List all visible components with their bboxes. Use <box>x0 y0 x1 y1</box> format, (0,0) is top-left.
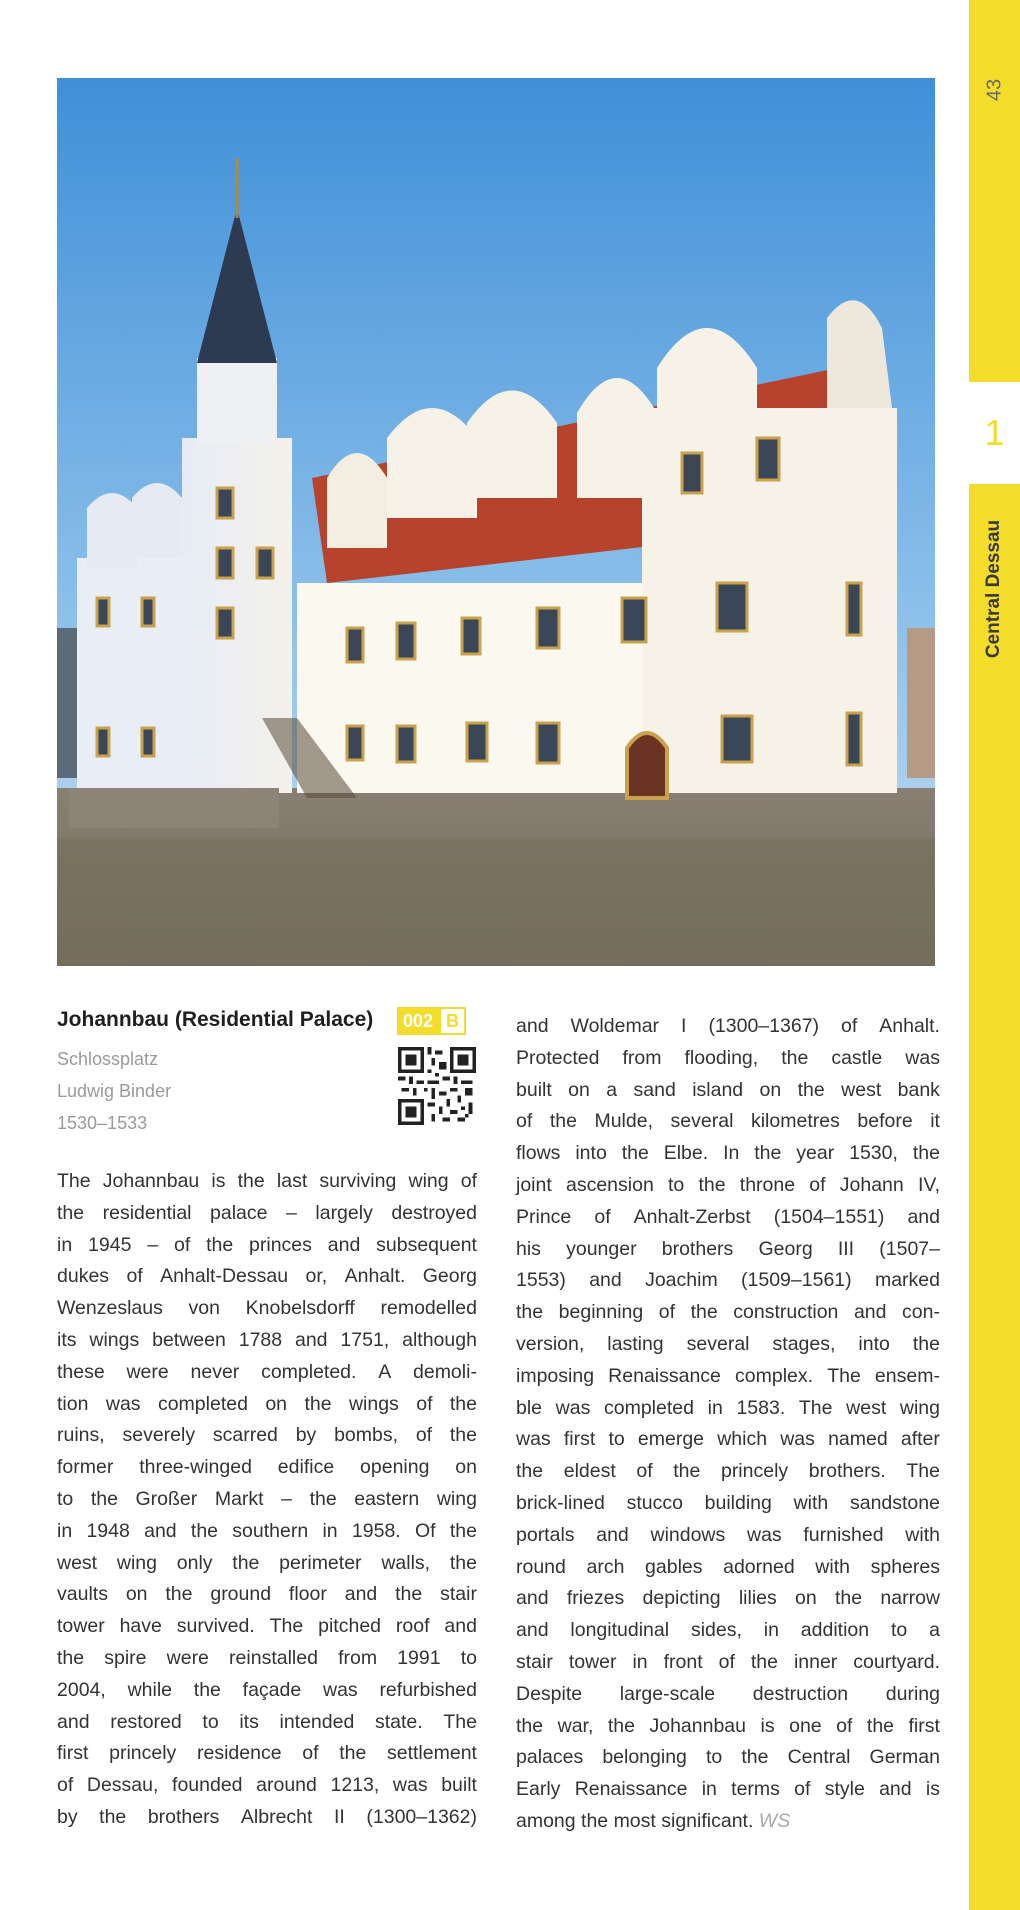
text-line: tion was completed on the wings of the <box>57 1392 477 1415</box>
text-line: 1553) and Joachim (1509–1561) marked <box>516 1269 940 1292</box>
code-letter: B <box>439 1007 466 1035</box>
text-line: round arch gables adorned with spheres <box>516 1555 940 1578</box>
text-line: brick-lined stucco building with sandstone <box>516 1491 940 1514</box>
text-line: Prince of Anhalt-Zerbst (1504–1551) and <box>516 1205 940 1228</box>
section-tab <box>969 484 1020 1910</box>
section-label: Central Dessau <box>983 519 1004 659</box>
text-line: Early Renaissance in terms of style and is <box>516 1778 940 1801</box>
chapter-number: 1 <box>969 382 1020 484</box>
text-line: joint ascension to the throne of Johann IV, <box>516 1173 940 1196</box>
author-initials: WS <box>753 1809 791 1832</box>
text-line: of the Mulde, several kilometres before it <box>516 1110 940 1133</box>
entry-title: Johannbau (Residential Palace) <box>57 1008 374 1031</box>
page-number: 43 <box>983 78 1005 102</box>
text-line: palaces belonging to the Central German <box>516 1746 940 1769</box>
text-line: dukes of Anhalt-Dessau or, Anhalt. Georg <box>57 1265 477 1288</box>
text-line: stair tower in front of the inner courtyard. <box>516 1650 940 1673</box>
text-line: and longitudinal sides, in addition to a <box>516 1619 940 1642</box>
text-line: the war, the Johannbau is one of the first <box>516 1714 940 1737</box>
text-line: and friezes depicting lilies on the narrow <box>516 1587 940 1610</box>
page-tab-top <box>969 0 1020 382</box>
text-line: by the brothers Albrecht II (1300–1362) <box>57 1805 477 1828</box>
text-line: to the Großer Markt – the eastern wing <box>57 1487 477 1510</box>
entry-address: Schlossplatz <box>57 1049 159 1069</box>
text-line: the eldest of the princely brothers. The <box>516 1460 940 1483</box>
text-line: vaults on the ground floor and the stair <box>57 1583 477 1606</box>
text-line: tower have survived. The pitched roof and <box>57 1615 477 1638</box>
entry-architect: Ludwig Binder <box>57 1081 172 1101</box>
location-code-badge <box>397 1007 466 1035</box>
text-line: and Woldemar I (1300–1367) of Anhalt. <box>516 1015 940 1037</box>
text-line: of Dessau, founded around 1213, was built <box>57 1774 477 1797</box>
entry-years: 1530–1533 <box>57 1113 148 1133</box>
text-line: version, lasting several stages, into the <box>516 1332 940 1355</box>
body-text-right <box>516 1011 940 1838</box>
text-line: west wing only the perimeter walls, the <box>57 1551 477 1574</box>
text-line: former three-winged edifice opening on <box>57 1456 477 1479</box>
palace-photo <box>57 78 935 966</box>
text-line: in 1945 – of the princes and subsequent <box>57 1233 477 1256</box>
entry-meta <box>57 1043 171 1139</box>
text-line: these were never completed. A demoli- <box>57 1360 477 1383</box>
text-line: flows into the Elbe. In the year 1530, the <box>516 1142 940 1165</box>
text-line: the spire were reinstalled from 1991 to <box>57 1646 477 1669</box>
text-line: ble was completed in 1583. The west wing <box>516 1396 940 1419</box>
text-line: imposing Renaissance complex. The ensem- <box>516 1364 940 1387</box>
text-line <box>516 1806 940 1838</box>
text-line: ruins, severely scarred by bombs, of the <box>57 1424 477 1447</box>
text-line: first princely residence of the settlement <box>57 1742 477 1765</box>
text-line: in 1948 and the southern in 1958. Of the <box>57 1519 477 1542</box>
text-line: Wenzeslaus von Knobelsdorff remodelled <box>57 1297 477 1320</box>
qr-code-icon <box>398 1047 476 1125</box>
text-line: Despite large-scale destruction during <box>516 1682 940 1705</box>
body-text-left <box>57 1166 477 1834</box>
text-line: the beginning of the construction and con- <box>516 1301 940 1324</box>
text-line: the residential palace – largely destroyed <box>57 1201 477 1224</box>
text-line: portals and windows was furnished with <box>516 1523 940 1546</box>
text-line: was first to emerge which was named after <box>516 1428 940 1451</box>
text-line: its wings between 1788 and 1751, although <box>57 1328 477 1351</box>
text-line: built on a sand island on the west bank <box>516 1078 940 1101</box>
text-line: and restored to its intended state. The <box>57 1710 477 1733</box>
code-number: 002 <box>397 1007 439 1035</box>
text-line: The Johannbau is the last surviving wing of <box>57 1170 477 1192</box>
text-line: his younger brothers Georg III (1507– <box>516 1237 940 1260</box>
text-line: Protected from flooding, the castle was <box>516 1046 940 1069</box>
text-line: 2004, while the façade was refurbished <box>57 1678 477 1701</box>
text-line-content: among the most significant. <box>516 1809 754 1832</box>
